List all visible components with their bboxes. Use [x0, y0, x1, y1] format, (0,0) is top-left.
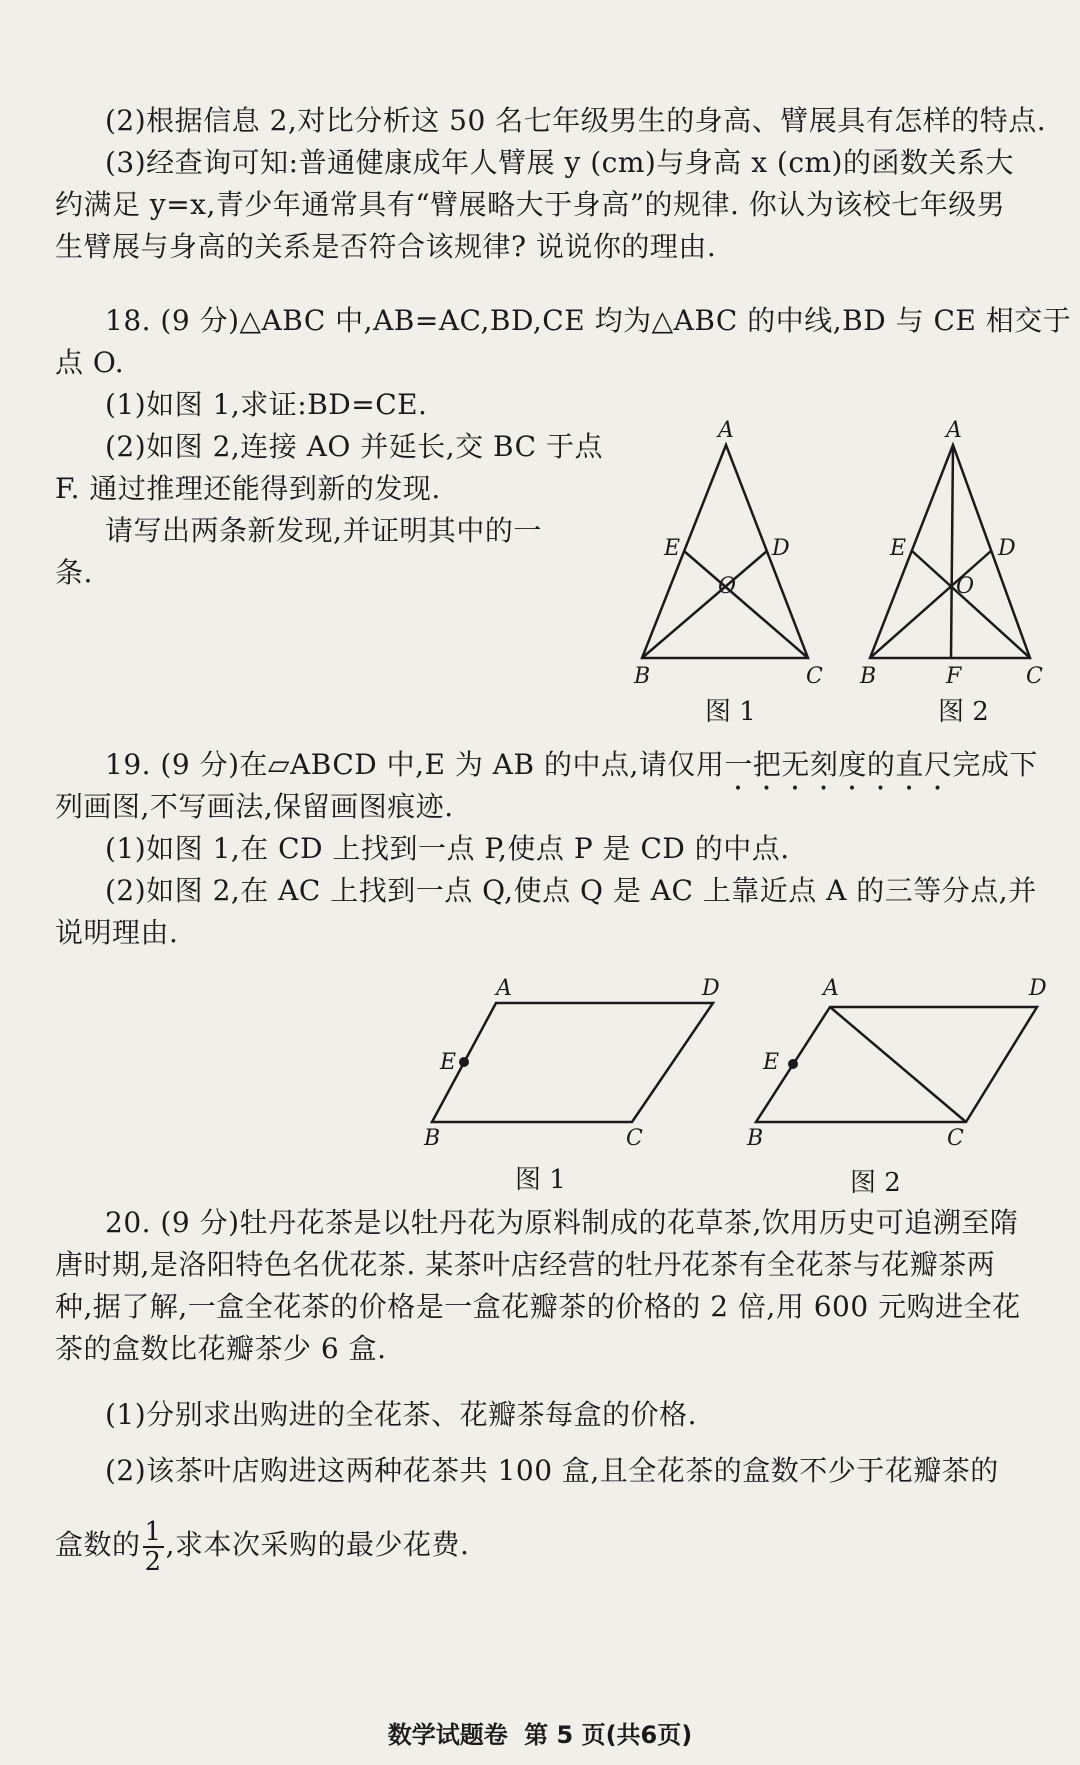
q19-stem-line2: 列画图,不写画法,保留画图痕迹. [55, 790, 454, 823]
q18-part3-line1: 请写出两条新发现,并证明其中的一 [105, 514, 542, 547]
q18-stem-line1: 18. (9 分)△ABC 中,AB=AC,BD,CE 均为△ABC 的中线,BD 与 CE 相交于 [105, 304, 1072, 337]
q18-stem-line2: 点 O. [55, 346, 125, 379]
q18-figure-1-caption: 图 1 [705, 697, 756, 727]
label-c: C [947, 1126, 964, 1151]
q20-stem-line4: 茶的盒数比花瓣茶少 6 盒. [55, 1332, 387, 1365]
label-a: A [496, 976, 512, 1001]
q18-part1: (1)如图 1,求证:BD=CE. [105, 388, 428, 421]
segment-af [951, 445, 953, 658]
q19-figure-2 [745, 976, 1055, 1155]
q20-stem-line3: 种,据了解,一盒全花茶的价格是一盒花瓣茶的价格的 2 倍,用 600 元购进全花 [55, 1290, 1021, 1323]
label-b: B [860, 664, 877, 689]
label-e: E [890, 536, 907, 561]
q18-figure-2-caption: 图 2 [938, 697, 989, 727]
q19-figure-1-caption: 图 1 [515, 1165, 566, 1195]
q17-part3-line2: 约满足 y=x,青少年通常具有“臂展略大于身高”的规律. 你认为该校七年级男 [55, 188, 1006, 221]
q20-part2-line1: (2)该茶叶店购进这两种花茶共 100 盒,且全花茶的盒数不少于花瓣茶的 [105, 1454, 999, 1487]
label-b: B [424, 1126, 441, 1151]
q19-stem-part-a: 19. (9 分)在▱ABCD 中,E 为 AB 的中点,请仅用 [105, 748, 725, 781]
label-c: C [626, 1126, 643, 1151]
label-a: A [718, 418, 734, 443]
label-a: A [946, 418, 962, 443]
q20-stem-line1: 20. (9 分)牡丹花茶是以牡丹花为原料制成的花草茶,饮用历史可追溯至隋 [105, 1206, 1019, 1239]
q19-part1: (1)如图 1,在 CD 上找到一点 P,使点 P 是 CD 的中点. [105, 832, 790, 865]
q17-part3-line3: 生臂展与身高的关系是否符合该规律? 说说你的理由. [55, 230, 717, 263]
q20-stem-line2: 唐时期,是洛阳特色名优花茶. 某茶叶店经营的牡丹花茶有全花茶与花瓣茶两 [55, 1248, 996, 1281]
q20-part1: (1)分别求出购进的全花茶、花瓣茶每盒的价格. [105, 1398, 698, 1431]
label-b: B [747, 1126, 764, 1151]
label-c: C [1026, 664, 1043, 689]
footer-page-number: 第 5 页(共6页) [524, 1721, 693, 1749]
label-d: D [1029, 976, 1047, 1001]
label-e: E [763, 1050, 780, 1075]
q19-figure-2-caption: 图 2 [850, 1168, 901, 1198]
q18-figure-2 [860, 418, 1060, 689]
label-c: C [806, 664, 823, 689]
label-d: D [772, 536, 790, 561]
q20-part2-text-a: 盒数的 [55, 1528, 141, 1561]
q19-emphasis: 一把无刻度的直尺 [724, 748, 953, 781]
point-e [459, 1057, 469, 1067]
label-o: O [718, 574, 737, 599]
q18-part3-line2: 条. [55, 556, 93, 589]
fraction-one-half [143, 1518, 164, 1576]
label-o: O [956, 574, 975, 599]
q18-figure-1 [600, 418, 860, 689]
q18-part2-line1: (2)如图 2,连接 AO 并延长,交 BC 于点 [105, 430, 603, 463]
diagonal-ac [830, 1007, 966, 1122]
label-f: F [946, 664, 962, 689]
label-b: B [634, 664, 651, 689]
q20-part2-text-b: ,求本次采购的最少花费. [165, 1528, 470, 1561]
q19-figure-1 [420, 976, 730, 1155]
q17-part2: (2)根据信息 2,对比分析这 50 名七年级男生的身高、臂展具有怎样的特点. [105, 104, 1047, 137]
fraction-denominator: 2 [144, 1546, 162, 1577]
label-e: E [664, 536, 681, 561]
q19-stem-part-b: 完成下 [952, 748, 1038, 781]
label-e: E [440, 1050, 457, 1075]
label-d: D [998, 536, 1016, 561]
label-d: D [702, 976, 720, 1001]
q20-part2-line2 [55, 1513, 1038, 1577]
footer-title: 数学试题卷 [387, 1721, 508, 1749]
q17-part3-line1: (3)经查询可知:普通健康成年人臂展 y (cm)与身高 x (cm)的函数关系大 [105, 146, 1014, 179]
label-a: A [823, 976, 839, 1001]
q19-part2-line1: (2)如图 2,在 AC 上找到一点 Q,使点 Q 是 AC 上靠近点 A 的三等分点,并 [105, 874, 1037, 907]
q19-part2-line2: 说明理由. [55, 916, 179, 949]
page-footer [0, 1715, 1080, 1750]
q18-part2-line2: F. 通过推理还能得到新的发现. [55, 472, 441, 505]
point-e [788, 1059, 798, 1069]
parallelogram-abcd [432, 1003, 713, 1122]
fraction-numerator: 1 [144, 1516, 162, 1547]
